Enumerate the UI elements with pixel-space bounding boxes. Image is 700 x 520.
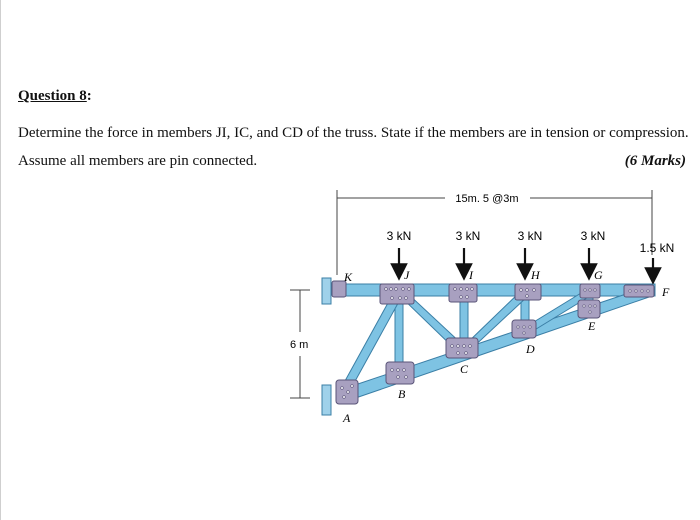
load-arrows (399, 248, 653, 276)
wall-supports (322, 278, 331, 415)
joint-label-C: C (460, 362, 469, 376)
load-label-J: 3 kN (386, 229, 412, 243)
load-label-F: 1.5 kN (639, 241, 675, 255)
load-label-I: 3 kN (455, 229, 481, 243)
gusset-B (386, 362, 414, 384)
gusset-E (578, 300, 600, 318)
joint-label-I: I (469, 268, 473, 282)
marks-text: (6 Marks) (624, 153, 686, 169)
question-suffix: : (86, 88, 92, 104)
span-label: 15m. 5 @3m (455, 193, 519, 205)
problem-statement-line-2: Assume all members are pin connected. (18, 153, 258, 169)
load-labels (387, 229, 675, 255)
joint-label-B: B (398, 387, 406, 401)
joint-label-E: E (588, 319, 596, 333)
joint-label-D: D (526, 342, 535, 356)
joint-label-G: G (594, 268, 603, 282)
gusset-H (515, 284, 541, 300)
problem-statement-line-1: Determine the force in members JI, IC, and CD of the truss. State if the members are in tension or compression. (18, 125, 689, 141)
gusset-C (446, 338, 478, 358)
gusset-I (449, 284, 477, 302)
load-label-H: 3 kN (517, 229, 543, 243)
joint-label-H: H (531, 268, 540, 282)
joint-label-J: J (404, 268, 410, 282)
gusset-J (380, 284, 414, 304)
joint-label-K: K (344, 270, 353, 284)
joint-label-A: A (343, 411, 351, 425)
load-label-G: 3 kN (580, 229, 606, 243)
height-label: 6 m (290, 339, 309, 351)
joint-label-F: F (662, 285, 670, 299)
question-label: Question 8 (18, 88, 87, 104)
height-dimension (290, 290, 310, 398)
gusset-D (512, 320, 536, 338)
